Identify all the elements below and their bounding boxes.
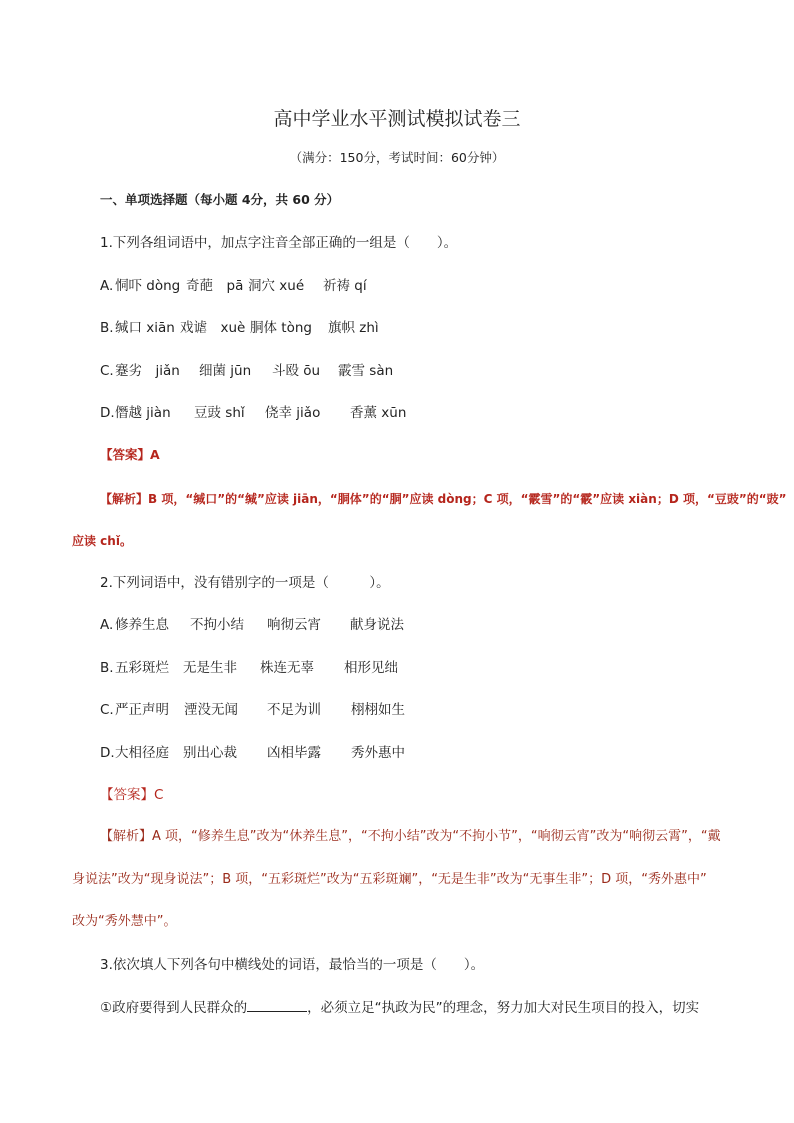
option-item: 洞穴 xué [248, 278, 305, 294]
option-item: 不拘小结 [190, 617, 244, 633]
option-item: 蹇劣 jiǎn [115, 363, 180, 379]
option-label: A. [100, 617, 114, 633]
option-item: 缄口 xiān [115, 320, 175, 336]
option-item: 栩栩如生 [351, 702, 405, 718]
sentence-part: ，必须立足“执政为民”的理念，努力加大对民生项目的投入，切实 [307, 1000, 700, 1016]
option-item: 响彻云宵 [267, 617, 321, 633]
question-2-explanation-line-1: 【解析】A 项，“修养生息”改为“休养生息”，“不拘小结”改为“不拘小节”，“响彻云宵”改为“响彻云霄”，“戴 [100, 829, 721, 844]
option-item: 奇葩 pā [186, 278, 244, 294]
fill-blank [247, 997, 307, 1012]
option-label: A. [100, 278, 114, 294]
option-item: 香薰 xūn [350, 405, 407, 421]
option-item: 严正声明 [115, 702, 169, 718]
option-item: 戏谑 xuè [180, 320, 246, 336]
option-label: C. [100, 363, 114, 379]
option-item: 五彩斑烂 [115, 660, 169, 676]
question-1-explanation-line-2: 应读 chǐ。 [72, 534, 132, 548]
option-item: 不足为训 [267, 702, 321, 718]
option-item: 修养生息 [115, 617, 169, 633]
section-heading: 一、单项选择题（每小题 4分，共 60 分） [100, 192, 340, 207]
option-label: D. [100, 745, 115, 761]
option-item: 献身说法 [350, 617, 404, 633]
option-item: 无是生非 [183, 660, 237, 676]
question-2-explanation-line-2: 身说法”改为“现身说法”；B 项，“五彩斑烂”改为“五彩斑斓”，“无是生非”改为“无事生非”；D 项，“秀外惠中” [72, 872, 707, 887]
question-1-answer: 【答案】A [100, 447, 160, 462]
question-1-stem: 1.下列各组词语中，加点字注音全部正确的一组是（ ）。 [100, 235, 458, 251]
question-1-explanation-line-1: 【解析】B 项，“缄口”的“缄”应读 jiān，“胴体”的“胴”应读 dòng；C 项，“霰雪”的“霰”应读 xiàn；D 项，“豆豉”的“豉” [100, 492, 787, 506]
option-label: C. [100, 702, 114, 718]
option-item: 别出心裁 [183, 745, 237, 761]
option-item: 祈祷 qí [323, 278, 367, 294]
option-label: B. [100, 660, 114, 676]
question-2-explanation-line-3: 改为“秀外慧中”。 [72, 914, 177, 929]
option-item: 旗帜 zhì [328, 320, 379, 336]
option-item: 凶相毕露 [267, 745, 321, 761]
sentence-part: ①政府要得到人民群众的 [100, 1000, 248, 1016]
option-item: 侥幸 jiǎo [265, 405, 321, 421]
option-item: 霰雪 sàn [338, 363, 394, 379]
option-item: 斗殴 ōu [272, 363, 321, 379]
option-item: 秀外惠中 [351, 745, 405, 761]
question-2-answer: 【答案】C [100, 787, 164, 803]
option-item: 细菌 jūn [199, 363, 252, 379]
option-item: 株连无辜 [260, 660, 314, 676]
option-item: 大相径庭 [115, 745, 169, 761]
page-subtitle: （满分：150分，考试时间：60分钟） [289, 150, 505, 165]
option-label: B. [100, 320, 114, 336]
option-item: 相形见绌 [344, 660, 398, 676]
option-item: 僭越 jiàn [115, 405, 171, 421]
question-3-sentence-1 [100, 997, 699, 1018]
option-item: 恫吓 dòng [115, 278, 181, 294]
question-2-stem: 2.下列词语中，没有错别字的一项是（ ）。 [100, 575, 390, 591]
option-item: 湮没无闻 [184, 702, 238, 718]
option-item: 胴体 tòng [250, 320, 312, 336]
option-label: D. [100, 405, 115, 421]
option-item: 豆豉 shǐ [194, 405, 245, 421]
page-title: 高中学业水平测试模拟试卷三 [273, 108, 521, 130]
question-3-stem: 3.依次填人下列各句中横线处的词语，最恰当的一项是（ ）。 [100, 957, 485, 973]
